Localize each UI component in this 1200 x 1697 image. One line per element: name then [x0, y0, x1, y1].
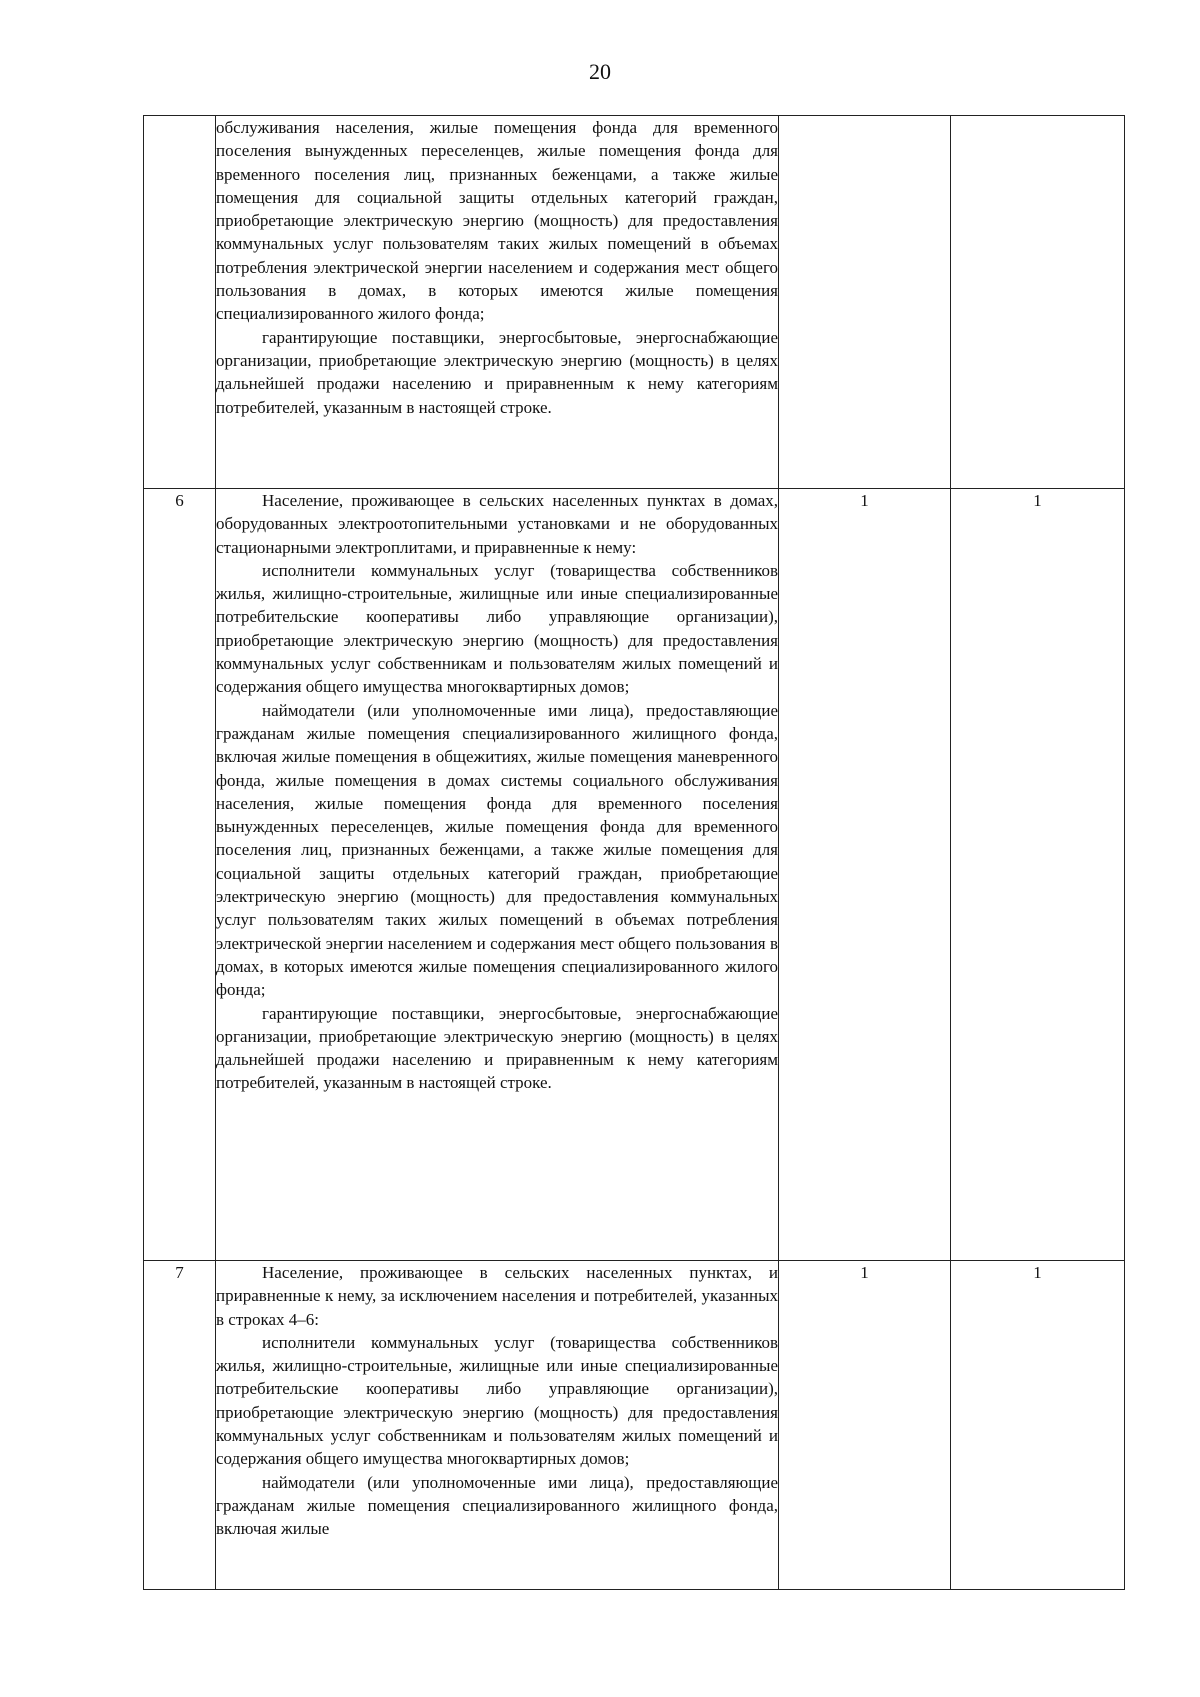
paragraph: гарантирующие поставщики, энергосбытовые, энергоснабжающие организации, приобретающие электрическую энергию (мощность) в целях дальнейшей продажи населению и приравненным к нему категориям потребителей, указанным в настоящей строке. [216, 1003, 778, 1093]
paragraph: наймодатели (или уполномоченные ими лица), предоставляющие гражданам жилые помещения специализированного жилищного фонда, включая жилые [216, 1472, 778, 1539]
paragraph: наймодатели (или уполномоченные ими лица), предоставляющие гражданам жилые помещения специализированного жилищного фонда, включая жилые помещения в общежитиях, жилые помещения маневренного фонда, жилые помещения в домах системы социального обслуживания населения, жилые помещения фонда для временного поселения вынужденных переселенцев, жилые помещения фонда для временного поселения лиц, признанных беженцами, а также жилые помещения для социальной защиты отдельных категорий граждан, приобретающие электрическую энергию (мощность) для предоставления коммунальных услуг пользователям таких жилых помещений в объемах потребления электрической энергии населением и содержания мест общего пользования в домах, в которых имеются жилые помещения специализированного жилого фонда; [216, 700, 778, 1000]
row-description [216, 116, 779, 489]
row-value-2: 1 [951, 489, 1125, 1261]
row-number [144, 116, 216, 489]
paragraph: исполнители коммунальных услуг (товарищества собственников жилья, жилищно-строительные, жилищные или иные специализированные потребительские кооперативы либо управляющие организации), приобретающие электрическую энергию (мощность) для предоставления коммунальных услуг собственникам и пользователям жилых помещений и содержания общего имущества многоквартирных домов; [216, 560, 778, 697]
table-row [144, 116, 1125, 489]
paragraph: обслуживания населения, жилые помещения фонда для временного поселения вынужденных переселенцев, жилые помещения фонда для временного поселения лиц, признанных беженцами, а также жилые помещения для социальной защиты отдельных категорий граждан, приобретающие электрическую энергию (мощность) для предоставления коммунальных услуг пользователям таких жилых помещений в объемах потребления электрической энергии населением и содержания мест общего пользования в домах, в которых имеются жилые помещения специализированного жилого фонда; [216, 118, 778, 324]
row-number: 7 [144, 1261, 216, 1590]
paragraph: гарантирующие поставщики, энергосбытовые, энергоснабжающие организации, приобретающие электрическую энергию (мощность) в целях дальнейшей продажи населению и приравненным к нему категориям потребителей, указанным в настоящей строке. [216, 327, 778, 417]
table-row [144, 1261, 1125, 1590]
paragraph: Население, проживающее в сельских населенных пунктах в домах, оборудованных электроотопительными установками и не оборудованных стационарными электроплитами, и приравненные к нему: [216, 491, 778, 557]
row-value-2: 1 [951, 1261, 1125, 1590]
row-description [216, 489, 779, 1261]
page-number: 20 [589, 59, 611, 84]
tariff-table [143, 115, 1125, 1590]
row-description [216, 1261, 779, 1590]
row-value-1: 1 [779, 489, 951, 1261]
table-row [144, 489, 1125, 1261]
paragraph: Население, проживающее в сельских населенных пунктах, и приравненные к нему, за исключением населения и потребителей, указанных в строках 4–6: [216, 1263, 778, 1329]
paragraph: исполнители коммунальных услуг (товарищества собственников жилья, жилищно-строительные, жилищные или иные специализированные потребительские кооперативы либо управляющие организации), приобретающие электрическую энергию (мощность) для предоставления коммунальных услуг собственникам и пользователям жилых помещений и содержания общего имущества многоквартирных домов; [216, 1332, 778, 1469]
row-number: 6 [144, 489, 216, 1261]
row-value-1: 1 [779, 1261, 951, 1590]
row-value-2 [951, 116, 1125, 489]
row-value-1 [779, 116, 951, 489]
